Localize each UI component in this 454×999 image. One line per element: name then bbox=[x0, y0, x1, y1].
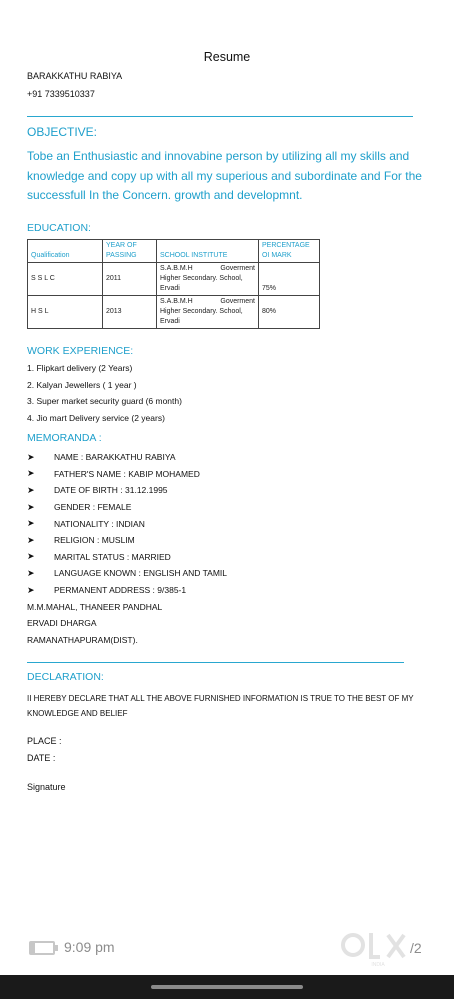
list-item: 2. Kalyan Jewellers ( 1 year ) bbox=[27, 379, 137, 390]
memo-text: FATHER'S NAME : KABIP MOHAMED bbox=[54, 468, 200, 479]
home-gesture-handle[interactable] bbox=[151, 985, 303, 989]
header-school: SCHOOL INSTITUTE bbox=[157, 240, 259, 263]
list-item: 3. Super market security guard (6 month) bbox=[27, 396, 182, 407]
memo-text: NATIONALITY : INDIAN bbox=[54, 518, 145, 529]
declaration-heading: DECLARATION: bbox=[27, 671, 104, 683]
list-item bbox=[27, 582, 227, 599]
list-item bbox=[27, 565, 227, 582]
memoranda-list bbox=[27, 449, 227, 648]
memo-text: DATE OF BIRTH : 31.12.1995 bbox=[54, 485, 168, 496]
place-label: PLACE : bbox=[27, 736, 62, 746]
cell-school bbox=[157, 296, 259, 329]
list-item bbox=[27, 466, 227, 483]
clock-time: 9:09 pm bbox=[64, 939, 115, 955]
work-list bbox=[27, 363, 182, 429]
olx-logo-icon bbox=[338, 928, 418, 968]
arrow-bullet-icon: ➤ bbox=[27, 484, 35, 495]
memo-text: LANGUAGE KNOWN : ENGLISH AND TAMIL bbox=[54, 568, 228, 579]
list-item bbox=[27, 549, 227, 566]
memo-text: NAME : BARAKKATHU RABIYA bbox=[54, 452, 176, 463]
table-header-row bbox=[28, 240, 320, 263]
divider-bottom bbox=[27, 662, 404, 663]
cell-school bbox=[157, 263, 259, 296]
arrow-bullet-icon: ➤ bbox=[27, 584, 35, 595]
address-line: M.M.MAHAL, THANEER PANDHAL bbox=[27, 601, 163, 612]
list-item bbox=[27, 515, 227, 532]
document-title: Resume bbox=[203, 50, 251, 64]
education-heading: EDUCATION: bbox=[27, 222, 91, 234]
memo-text: RELIGION : MUSLIM bbox=[54, 535, 135, 546]
arrow-bullet-icon: ➤ bbox=[27, 468, 35, 479]
arrow-bullet-icon: ➤ bbox=[27, 534, 35, 545]
cell-year: 2013 bbox=[103, 296, 157, 329]
memo-text: PERMANENT ADDRESS : 9/385-1 bbox=[54, 585, 187, 596]
list-item bbox=[27, 499, 227, 516]
navigation-bar bbox=[0, 975, 454, 999]
address-line: ERVADI DHARGA bbox=[27, 618, 97, 629]
school-code: S.A.B.M.H bbox=[160, 298, 193, 305]
arrow-bullet-icon: ➤ bbox=[27, 518, 35, 529]
arrow-bullet-icon: ➤ bbox=[27, 451, 35, 462]
candidate-phone: +91 7339510337 bbox=[27, 89, 95, 99]
school-name: Higher Secondary. School, Ervadi bbox=[160, 275, 243, 292]
address-line: RAMANATHAPURAM(DIST). bbox=[27, 634, 138, 645]
table-row bbox=[28, 263, 320, 296]
divider-top bbox=[27, 116, 413, 117]
arrow-bullet-icon: ➤ bbox=[27, 551, 35, 562]
education-table bbox=[27, 239, 320, 329]
candidate-name: BARAKKATHU RABIYA bbox=[27, 71, 123, 81]
olx-logo-sub: INDIA bbox=[371, 962, 385, 968]
signature-label: Signature bbox=[27, 782, 66, 792]
list-item: 1. Flipkart delivery (2 Years) bbox=[27, 363, 133, 373]
list-item: 4. Jio mart Delivery service (2 years) bbox=[27, 412, 165, 423]
cell-qualification: H S L bbox=[28, 296, 103, 329]
memoranda-heading: MEMORANDA : bbox=[27, 432, 102, 444]
battery-level bbox=[31, 943, 35, 953]
date-label: DATE : bbox=[27, 753, 56, 763]
cell-percentage: 75% bbox=[259, 263, 320, 296]
list-item bbox=[27, 482, 227, 499]
declaration-text: II HEREBY DECLARE THAT ALL THE ABOVE FURNISHED INFORMATION IS TRUE TO THE BEST OF MY KNOWLEDGE AND BELIEF bbox=[27, 694, 414, 718]
page-indicator: /2 bbox=[410, 940, 422, 956]
school-type: Goverment bbox=[220, 265, 255, 272]
memo-text: GENDER : FEMALE bbox=[54, 502, 132, 513]
header-qualification: Qualification bbox=[28, 240, 103, 263]
list-item bbox=[27, 449, 227, 466]
school-type: Goverment bbox=[220, 298, 255, 305]
header-year: YEAR OF PASSING bbox=[103, 240, 157, 263]
cell-percentage: 80% bbox=[259, 296, 320, 329]
arrow-bullet-icon: ➤ bbox=[27, 501, 35, 512]
battery-icon bbox=[29, 941, 55, 955]
school-name: Higher Secondary. School, Ervadi bbox=[160, 308, 243, 325]
school-code: S.A.B.M.H bbox=[160, 265, 193, 272]
objective-text: Tobe an Enthusiastic and innovabine person by utilizing all my skills and knowledge and copy up with all my superious and subordinate and For the successfull In the Concern. growth and developmnt. bbox=[27, 149, 422, 202]
cell-year: 2011 bbox=[103, 263, 157, 296]
header-percentage: PERCENTAGE OI MARK bbox=[259, 240, 320, 263]
arrow-bullet-icon: ➤ bbox=[27, 567, 35, 578]
list-item bbox=[27, 532, 227, 549]
work-heading: WORK EXPERIENCE: bbox=[27, 345, 134, 357]
cell-qualification: S S L C bbox=[28, 263, 103, 296]
memo-text: MARITAL STATUS : MARRIED bbox=[54, 551, 171, 562]
table-row bbox=[28, 296, 320, 329]
objective-heading: OBJECTIVE: bbox=[27, 125, 98, 139]
